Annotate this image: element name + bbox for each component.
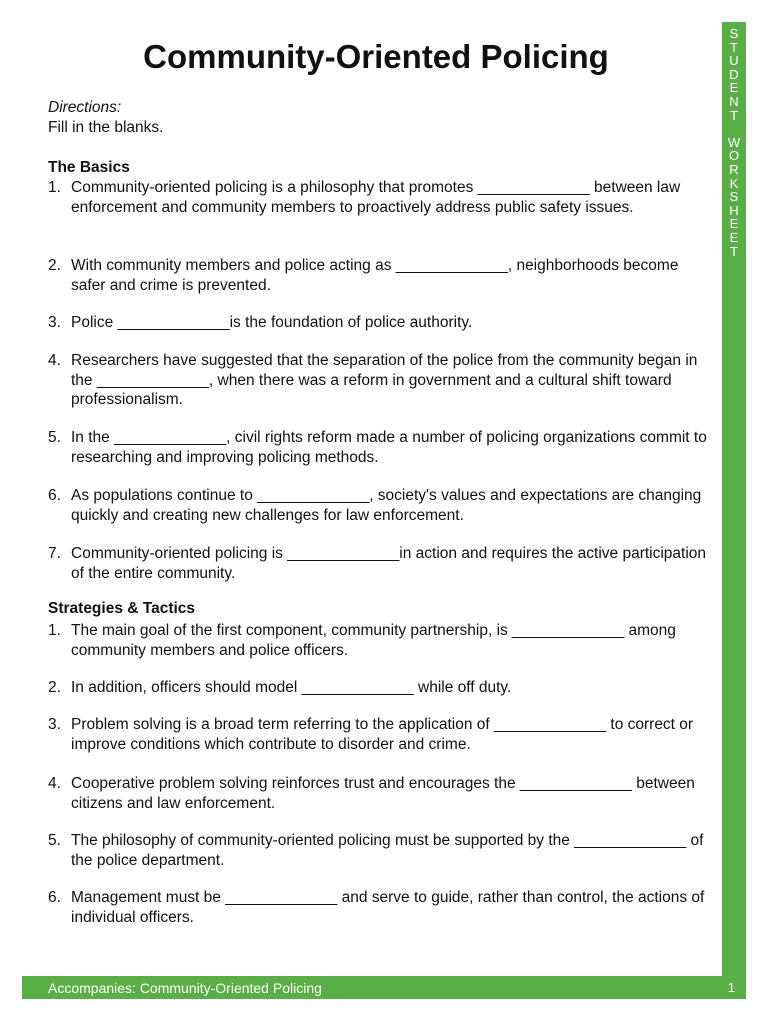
question-text: Police _____________is the foundation of police authority.: [71, 314, 473, 331]
question-number: 3.: [48, 716, 61, 733]
question-item: [48, 313, 712, 333]
question-text: Researchers have suggested that the separation of the police from the community began in the _____________, when there was a reform in government and a cultural shift toward professionalism.: [71, 352, 698, 408]
sidebar-letter: E: [729, 216, 739, 232]
sidebar-letter: S: [729, 189, 739, 205]
section-title-the-basics: The Basics: [48, 159, 130, 176]
sidebar-letter: W: [727, 134, 741, 150]
question-item: [48, 256, 712, 295]
question-number: 7.: [48, 545, 61, 562]
question-number: 5.: [48, 429, 61, 446]
section-title-strategies-tactics: Strategies & Tactics: [48, 600, 196, 617]
question-text: Management must be _____________ and serve to guide, rather than control, the actions of individual officers.: [71, 889, 705, 926]
directions-text: Fill in the blanks.: [48, 119, 164, 136]
question-text: In addition, officers should model _____________ while off duty.: [71, 679, 512, 696]
question-number: 6.: [48, 487, 61, 504]
sidebar-letter: R: [729, 161, 739, 177]
sidebar-letter: E: [729, 229, 739, 245]
question-number: 1.: [48, 622, 61, 639]
question-item: [48, 888, 712, 927]
question-text: As populations continue to _____________, society's values and expectations are changing quickly and creating new challenges for law enforcement.: [71, 487, 702, 524]
page-number: 1: [727, 980, 735, 995]
page-title: Community-Oriented Policing: [143, 38, 609, 75]
question-number: 1.: [48, 179, 61, 196]
question-item: [48, 678, 712, 698]
footer-bar: [22, 976, 746, 999]
sidebar-letter: H: [729, 202, 739, 218]
question-item: [48, 544, 712, 583]
question-item: [48, 428, 712, 467]
question-text: The main goal of the first component, community partnership, is _____________ among community members and police officers.: [71, 622, 676, 659]
sidebar-letter: T: [730, 39, 738, 55]
question-text: In the _____________, civil rights reform made a number of policing organizations commit to researching and improving policing methods.: [71, 429, 707, 466]
question-item: [48, 774, 712, 813]
question-text: Problem solving is a broad term referring to the application of _____________ to correct or improve conditions which contribute to disorder and crime.: [71, 716, 694, 753]
sidebar-letter: T: [730, 243, 738, 259]
question-number: 2.: [48, 679, 61, 696]
question-item: [48, 831, 712, 870]
sidebar-letter: T: [730, 107, 738, 123]
question-item: [48, 178, 712, 217]
question-number: 4.: [48, 775, 61, 792]
question-item: [48, 351, 712, 410]
question-item: [48, 486, 712, 525]
question-number: 2.: [48, 257, 61, 274]
question-text: The philosophy of community-oriented policing must be supported by the _____________ of the police department.: [71, 832, 704, 869]
sidebar-letter: N: [729, 93, 739, 109]
sidebar-letter: E: [729, 80, 739, 96]
question-text: With community members and police acting as _____________, neighborhoods become safer and crime is prevented.: [71, 257, 679, 294]
question-number: 4.: [48, 352, 61, 369]
question-number: 3.: [48, 314, 61, 331]
question-number: 6.: [48, 889, 61, 906]
sidebar-word-gap: [722, 122, 746, 136]
question-number: 5.: [48, 832, 61, 849]
directions-label: Directions:: [48, 99, 122, 116]
question-text: Community-oriented policing is a philosophy that promotes _____________ between law enforcement and community members to proactively address public safety issues.: [71, 179, 681, 216]
sidebar-letter: O: [728, 148, 740, 164]
student-worksheet-sidebar: [722, 22, 746, 976]
footer-accompanies-text: Accompanies: Community-Oriented Policing: [48, 980, 322, 996]
sidebar-letter: S: [729, 26, 739, 41]
sidebar-letter: K: [729, 175, 739, 191]
question-item: [48, 621, 712, 660]
question-text: Cooperative problem solving reinforces trust and encourages the _____________ between citizens and law enforcement.: [71, 775, 695, 812]
sidebar-label: [722, 27, 746, 258]
question-item: [48, 715, 712, 754]
sidebar-letter: D: [729, 66, 739, 82]
sidebar-letter: U: [729, 53, 739, 69]
question-text: Community-oriented policing is _____________in action and requires the active participation of the entire community.: [71, 545, 707, 582]
